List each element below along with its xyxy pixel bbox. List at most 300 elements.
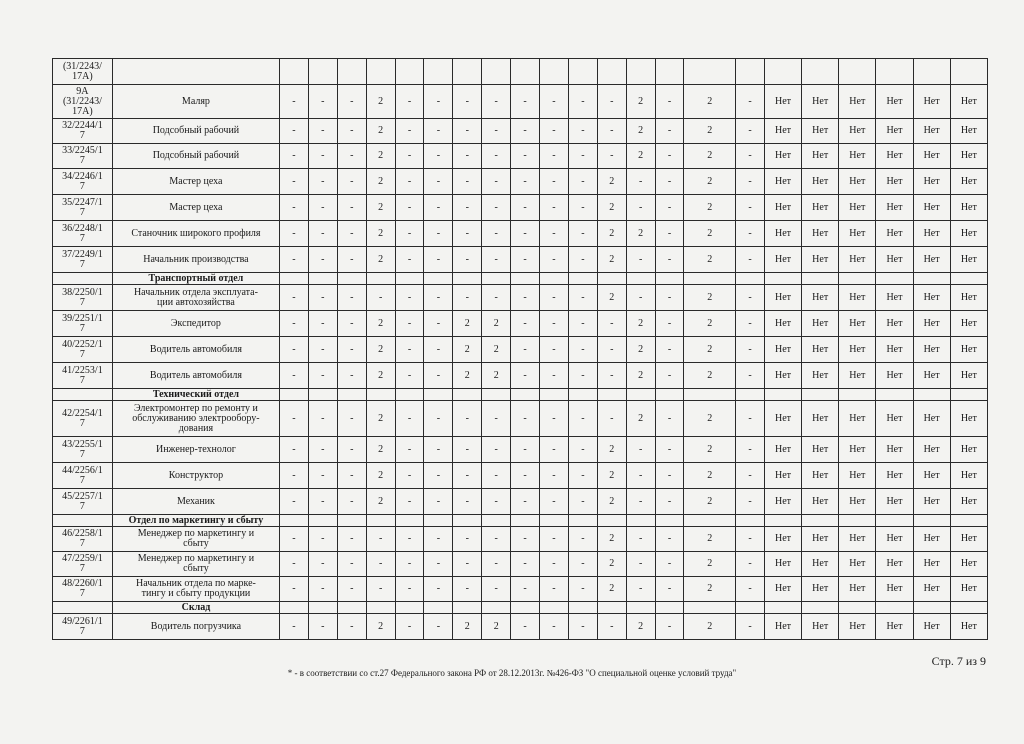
- yes-no-cell: Нет: [839, 489, 876, 515]
- class-value-cell: 2: [684, 311, 736, 337]
- class-value-cell: 2: [684, 463, 736, 489]
- yes-no-cell: Нет: [802, 489, 839, 515]
- yes-no-cell: Нет: [764, 85, 801, 119]
- class-value-cell: -: [736, 614, 765, 640]
- class-value-cell: -: [337, 489, 366, 515]
- class-value-cell: -: [337, 119, 366, 144]
- position-title: Подсобный рабочий: [112, 119, 279, 144]
- yes-no-cell: Нет: [839, 337, 876, 363]
- class-value-cell: -: [511, 119, 540, 144]
- position-title: Мастер цеха: [112, 195, 279, 221]
- class-value-cell: -: [736, 552, 765, 577]
- yes-no-cell: Нет: [839, 119, 876, 144]
- class-value-cell: -: [736, 221, 765, 247]
- class-value-cell: -: [736, 144, 765, 169]
- class-value-cell: 2: [684, 169, 736, 195]
- class-value-cell: -: [280, 463, 309, 489]
- class-value-cell: -: [280, 577, 309, 602]
- yes-no-cell: Нет: [876, 552, 913, 577]
- empty-cell: [308, 389, 337, 401]
- empty-cell: [684, 602, 736, 614]
- class-value-cell: -: [736, 195, 765, 221]
- position-title: Конструктор: [112, 463, 279, 489]
- class-value-cell: -: [308, 285, 337, 311]
- empty-cell: [839, 273, 876, 285]
- yes-no-cell: Нет: [913, 614, 950, 640]
- empty-cell: [839, 515, 876, 527]
- class-value-cell: -: [395, 437, 424, 463]
- empty-cell: [540, 602, 569, 614]
- yes-no-cell: Нет: [764, 577, 801, 602]
- class-value-cell: -: [453, 437, 482, 463]
- working-conditions-table: [52, 58, 988, 640]
- class-value-cell: -: [424, 401, 453, 437]
- workplace-code: 46/2258/1 7: [53, 527, 113, 552]
- yes-no-cell: Нет: [764, 119, 801, 144]
- class-value-cell: -: [395, 119, 424, 144]
- class-value-cell: -: [736, 363, 765, 389]
- class-value-cell: -: [736, 463, 765, 489]
- empty-cell: [764, 515, 801, 527]
- class-value-cell: -: [511, 285, 540, 311]
- yes-no-cell: Нет: [802, 144, 839, 169]
- class-value-cell: 2: [482, 614, 511, 640]
- table-row: [53, 401, 988, 437]
- empty-cell: [337, 515, 366, 527]
- class-value-cell: 2: [626, 363, 655, 389]
- class-value-cell: -: [453, 552, 482, 577]
- class-value-cell: 2: [366, 311, 395, 337]
- class-value-cell: -: [395, 144, 424, 169]
- class-value-cell: -: [597, 119, 626, 144]
- yes-no-cell: Нет: [876, 85, 913, 119]
- table-row: [53, 144, 988, 169]
- yes-no-cell: Нет: [950, 311, 987, 337]
- class-value-cell: -: [626, 552, 655, 577]
- yes-no-cell: Нет: [802, 221, 839, 247]
- yes-no-cell: Нет: [876, 463, 913, 489]
- class-value-cell: -: [482, 285, 511, 311]
- class-value-cell: -: [597, 401, 626, 437]
- yes-no-cell: Нет: [802, 437, 839, 463]
- yes-no-cell: Нет: [913, 221, 950, 247]
- class-value-cell: -: [424, 363, 453, 389]
- yes-no-cell: Нет: [950, 552, 987, 577]
- class-value-cell: 2: [626, 85, 655, 119]
- yes-no-cell: Нет: [950, 169, 987, 195]
- class-value-cell: -: [511, 169, 540, 195]
- class-value-cell: -: [395, 337, 424, 363]
- class-value-cell: -: [568, 552, 597, 577]
- class-value-cell: -: [337, 221, 366, 247]
- position-title: Начальник отдела эксплуата- ции автохозяйства: [112, 285, 279, 311]
- empty-cell: [424, 273, 453, 285]
- class-value-cell: 2: [684, 527, 736, 552]
- table-row: [53, 463, 988, 489]
- class-value-cell: 2: [626, 614, 655, 640]
- section-code-cell: [53, 602, 113, 614]
- class-value-cell: -: [337, 437, 366, 463]
- class-value-cell: -: [366, 285, 395, 311]
- empty-cell: [655, 389, 684, 401]
- empty-cell: [308, 273, 337, 285]
- class-value-cell: -: [511, 437, 540, 463]
- class-value-cell: -: [540, 221, 569, 247]
- empty-cell: [280, 602, 309, 614]
- class-value-cell: -: [424, 247, 453, 273]
- class-value-cell: -: [482, 437, 511, 463]
- class-value-cell: -: [626, 169, 655, 195]
- class-value-cell: -: [511, 85, 540, 119]
- class-value-cell: -: [511, 489, 540, 515]
- class-value-cell: -: [308, 195, 337, 221]
- table-row: [53, 169, 988, 195]
- empty-cell: [626, 273, 655, 285]
- yes-no-cell: Нет: [839, 577, 876, 602]
- yes-no-cell: Нет: [802, 401, 839, 437]
- class-value-cell: 2: [597, 577, 626, 602]
- empty-cell: [337, 389, 366, 401]
- yes-no-cell: Нет: [950, 221, 987, 247]
- workplace-code: 37/2249/1 7: [53, 247, 113, 273]
- position-title: Менеджер по маркетингу и сбыту: [112, 527, 279, 552]
- yes-no-cell: Нет: [839, 363, 876, 389]
- table-row: [53, 285, 988, 311]
- yes-no-cell: Нет: [764, 614, 801, 640]
- table-row: [53, 85, 988, 119]
- yes-no-cell: Нет: [764, 552, 801, 577]
- class-value-cell: 2: [684, 437, 736, 463]
- section-code-cell: [53, 389, 113, 401]
- empty-cell: [876, 59, 913, 85]
- class-value-cell: -: [395, 311, 424, 337]
- yes-no-cell: Нет: [950, 577, 987, 602]
- yes-no-cell: Нет: [876, 337, 913, 363]
- class-value-cell: -: [736, 401, 765, 437]
- position-title: Инженер-технолог: [112, 437, 279, 463]
- class-value-cell: -: [424, 489, 453, 515]
- yes-no-cell: Нет: [764, 527, 801, 552]
- class-value-cell: 2: [453, 614, 482, 640]
- class-value-cell: -: [568, 247, 597, 273]
- class-value-cell: -: [453, 463, 482, 489]
- class-value-cell: -: [655, 169, 684, 195]
- empty-cell: [112, 59, 279, 85]
- class-value-cell: -: [655, 85, 684, 119]
- class-value-cell: -: [655, 463, 684, 489]
- workplace-code: 44/2256/1 7: [53, 463, 113, 489]
- empty-cell: [568, 602, 597, 614]
- yes-no-cell: Нет: [876, 221, 913, 247]
- class-value-cell: 2: [684, 401, 736, 437]
- empty-cell: [511, 273, 540, 285]
- table-row: [53, 119, 988, 144]
- class-value-cell: 2: [684, 144, 736, 169]
- yes-no-cell: Нет: [839, 247, 876, 273]
- class-value-cell: 2: [684, 337, 736, 363]
- empty-cell: [950, 59, 987, 85]
- yes-no-cell: Нет: [876, 311, 913, 337]
- class-value-cell: -: [597, 144, 626, 169]
- class-value-cell: 2: [366, 489, 395, 515]
- class-value-cell: 2: [597, 195, 626, 221]
- empty-cell: [540, 273, 569, 285]
- class-value-cell: -: [337, 285, 366, 311]
- class-value-cell: 2: [684, 221, 736, 247]
- class-value-cell: 2: [482, 337, 511, 363]
- workplace-code: 38/2250/1 7: [53, 285, 113, 311]
- class-value-cell: -: [568, 527, 597, 552]
- class-value-cell: -: [540, 144, 569, 169]
- yes-no-cell: Нет: [876, 527, 913, 552]
- class-value-cell: -: [540, 463, 569, 489]
- class-value-cell: -: [280, 144, 309, 169]
- workplace-code: 49/2261/1 7: [53, 614, 113, 640]
- class-value-cell: 2: [453, 337, 482, 363]
- class-value-cell: -: [482, 221, 511, 247]
- yes-no-cell: Нет: [839, 221, 876, 247]
- class-value-cell: -: [280, 311, 309, 337]
- empty-cell: [655, 273, 684, 285]
- class-value-cell: -: [453, 401, 482, 437]
- empty-cell: [453, 515, 482, 527]
- class-value-cell: -: [424, 285, 453, 311]
- empty-cell: [802, 515, 839, 527]
- yes-no-cell: Нет: [876, 577, 913, 602]
- empty-cell: [337, 59, 366, 85]
- class-value-cell: -: [626, 247, 655, 273]
- class-value-cell: -: [395, 363, 424, 389]
- yes-no-cell: Нет: [764, 195, 801, 221]
- class-value-cell: -: [366, 577, 395, 602]
- yes-no-cell: Нет: [802, 285, 839, 311]
- empty-cell: [511, 515, 540, 527]
- class-value-cell: -: [395, 489, 424, 515]
- class-value-cell: 2: [597, 437, 626, 463]
- empty-cell: [366, 389, 395, 401]
- class-value-cell: -: [280, 552, 309, 577]
- yes-no-cell: Нет: [950, 527, 987, 552]
- assessment-table-sheet: [52, 58, 988, 640]
- yes-no-cell: Нет: [913, 577, 950, 602]
- yes-no-cell: Нет: [950, 119, 987, 144]
- position-title: Начальник производства: [112, 247, 279, 273]
- class-value-cell: -: [280, 489, 309, 515]
- empty-cell: [950, 602, 987, 614]
- section-header-row: [53, 389, 988, 401]
- class-value-cell: 2: [626, 311, 655, 337]
- empty-cell: [876, 515, 913, 527]
- class-value-cell: -: [511, 221, 540, 247]
- class-value-cell: -: [308, 221, 337, 247]
- position-title: Водитель автомобиля: [112, 363, 279, 389]
- yes-no-cell: Нет: [839, 437, 876, 463]
- row-code: (31/2243/ 17А): [53, 59, 113, 85]
- class-value-cell: -: [337, 169, 366, 195]
- empty-cell: [764, 389, 801, 401]
- yes-no-cell: Нет: [913, 437, 950, 463]
- class-value-cell: -: [453, 527, 482, 552]
- yes-no-cell: Нет: [839, 401, 876, 437]
- section-title: Технический отдел: [112, 389, 279, 401]
- section-title: Склад: [112, 602, 279, 614]
- yes-no-cell: Нет: [764, 489, 801, 515]
- empty-cell: [913, 602, 950, 614]
- class-value-cell: 2: [366, 169, 395, 195]
- class-value-cell: -: [280, 221, 309, 247]
- class-value-cell: -: [482, 169, 511, 195]
- class-value-cell: -: [308, 311, 337, 337]
- class-value-cell: -: [568, 489, 597, 515]
- position-title: Электромонтер по ремонту и обслуживанию электрообору- дования: [112, 401, 279, 437]
- class-value-cell: -: [655, 363, 684, 389]
- yes-no-cell: Нет: [913, 337, 950, 363]
- class-value-cell: 2: [366, 144, 395, 169]
- yes-no-cell: Нет: [913, 489, 950, 515]
- class-value-cell: 2: [684, 119, 736, 144]
- class-value-cell: -: [655, 247, 684, 273]
- class-value-cell: 2: [366, 437, 395, 463]
- class-value-cell: -: [308, 363, 337, 389]
- table-row: [53, 221, 988, 247]
- empty-cell: [511, 59, 540, 85]
- class-value-cell: -: [655, 119, 684, 144]
- class-value-cell: -: [337, 614, 366, 640]
- yes-no-cell: Нет: [764, 221, 801, 247]
- class-value-cell: -: [395, 527, 424, 552]
- empty-cell: [308, 515, 337, 527]
- empty-cell: [626, 515, 655, 527]
- class-value-cell: -: [511, 195, 540, 221]
- class-value-cell: -: [308, 527, 337, 552]
- workplace-code: 36/2248/1 7: [53, 221, 113, 247]
- class-value-cell: -: [424, 577, 453, 602]
- class-value-cell: -: [280, 169, 309, 195]
- empty-cell: [839, 59, 876, 85]
- class-value-cell: 2: [626, 401, 655, 437]
- yes-no-cell: Нет: [950, 85, 987, 119]
- class-value-cell: -: [453, 169, 482, 195]
- class-value-cell: -: [482, 401, 511, 437]
- position-title: Водитель автомобиля: [112, 337, 279, 363]
- empty-cell: [597, 602, 626, 614]
- yes-no-cell: Нет: [950, 363, 987, 389]
- class-value-cell: -: [395, 247, 424, 273]
- class-value-cell: -: [395, 195, 424, 221]
- class-value-cell: 2: [482, 363, 511, 389]
- yes-no-cell: Нет: [913, 195, 950, 221]
- class-value-cell: 2: [626, 337, 655, 363]
- position-title: Начальник отдела по марке- тингу и сбыту продукции: [112, 577, 279, 602]
- class-value-cell: -: [540, 614, 569, 640]
- class-value-cell: -: [511, 463, 540, 489]
- class-value-cell: 2: [684, 85, 736, 119]
- class-value-cell: -: [337, 195, 366, 221]
- class-value-cell: -: [308, 169, 337, 195]
- class-value-cell: -: [511, 247, 540, 273]
- class-value-cell: -: [482, 144, 511, 169]
- table-row: [53, 363, 988, 389]
- class-value-cell: -: [655, 401, 684, 437]
- empty-cell: [736, 602, 765, 614]
- empty-cell: [913, 273, 950, 285]
- class-value-cell: -: [568, 437, 597, 463]
- empty-cell: [280, 59, 309, 85]
- yes-no-cell: Нет: [764, 285, 801, 311]
- empty-cell: [626, 602, 655, 614]
- class-value-cell: -: [280, 363, 309, 389]
- class-value-cell: -: [453, 119, 482, 144]
- yes-no-cell: Нет: [764, 311, 801, 337]
- yes-no-cell: Нет: [950, 614, 987, 640]
- class-value-cell: -: [540, 437, 569, 463]
- class-value-cell: -: [280, 527, 309, 552]
- class-value-cell: -: [626, 489, 655, 515]
- yes-no-cell: Нет: [913, 247, 950, 273]
- class-value-cell: -: [453, 247, 482, 273]
- empty-cell: [395, 515, 424, 527]
- class-value-cell: -: [655, 614, 684, 640]
- class-value-cell: -: [453, 285, 482, 311]
- yes-no-cell: Нет: [913, 311, 950, 337]
- class-value-cell: -: [540, 577, 569, 602]
- class-value-cell: -: [655, 221, 684, 247]
- yes-no-cell: Нет: [913, 401, 950, 437]
- class-value-cell: -: [337, 527, 366, 552]
- class-value-cell: -: [626, 195, 655, 221]
- empty-cell: [395, 59, 424, 85]
- class-value-cell: -: [736, 489, 765, 515]
- class-value-cell: -: [337, 144, 366, 169]
- empty-cell: [684, 389, 736, 401]
- class-value-cell: 2: [597, 285, 626, 311]
- class-value-cell: -: [736, 527, 765, 552]
- class-value-cell: -: [395, 463, 424, 489]
- empty-cell: [913, 59, 950, 85]
- footnote: * - в соответствии со ст.27 Федерального закона РФ от 28.12.2013г. №426-ФЗ "О специальной оценке условий труда": [287, 668, 737, 678]
- class-value-cell: -: [511, 527, 540, 552]
- class-value-cell: -: [280, 285, 309, 311]
- empty-cell: [626, 59, 655, 85]
- class-value-cell: -: [540, 489, 569, 515]
- yes-no-cell: Нет: [876, 195, 913, 221]
- class-value-cell: -: [626, 463, 655, 489]
- page-number: Стр. 7 из 9: [931, 654, 986, 668]
- class-value-cell: -: [280, 614, 309, 640]
- class-value-cell: -: [308, 577, 337, 602]
- workplace-code: 45/2257/1 7: [53, 489, 113, 515]
- class-value-cell: -: [308, 552, 337, 577]
- class-value-cell: 2: [366, 614, 395, 640]
- class-value-cell: -: [736, 119, 765, 144]
- yes-no-cell: Нет: [764, 437, 801, 463]
- class-value-cell: -: [308, 614, 337, 640]
- class-value-cell: 2: [366, 85, 395, 119]
- class-value-cell: -: [568, 85, 597, 119]
- class-value-cell: -: [736, 337, 765, 363]
- class-value-cell: 2: [453, 363, 482, 389]
- class-value-cell: -: [626, 577, 655, 602]
- class-value-cell: -: [736, 311, 765, 337]
- table-row: [53, 247, 988, 273]
- yes-no-cell: Нет: [802, 119, 839, 144]
- empty-cell: [511, 602, 540, 614]
- yes-no-cell: Нет: [764, 401, 801, 437]
- class-value-cell: -: [540, 119, 569, 144]
- class-value-cell: -: [482, 85, 511, 119]
- empty-cell: [950, 515, 987, 527]
- class-value-cell: -: [337, 552, 366, 577]
